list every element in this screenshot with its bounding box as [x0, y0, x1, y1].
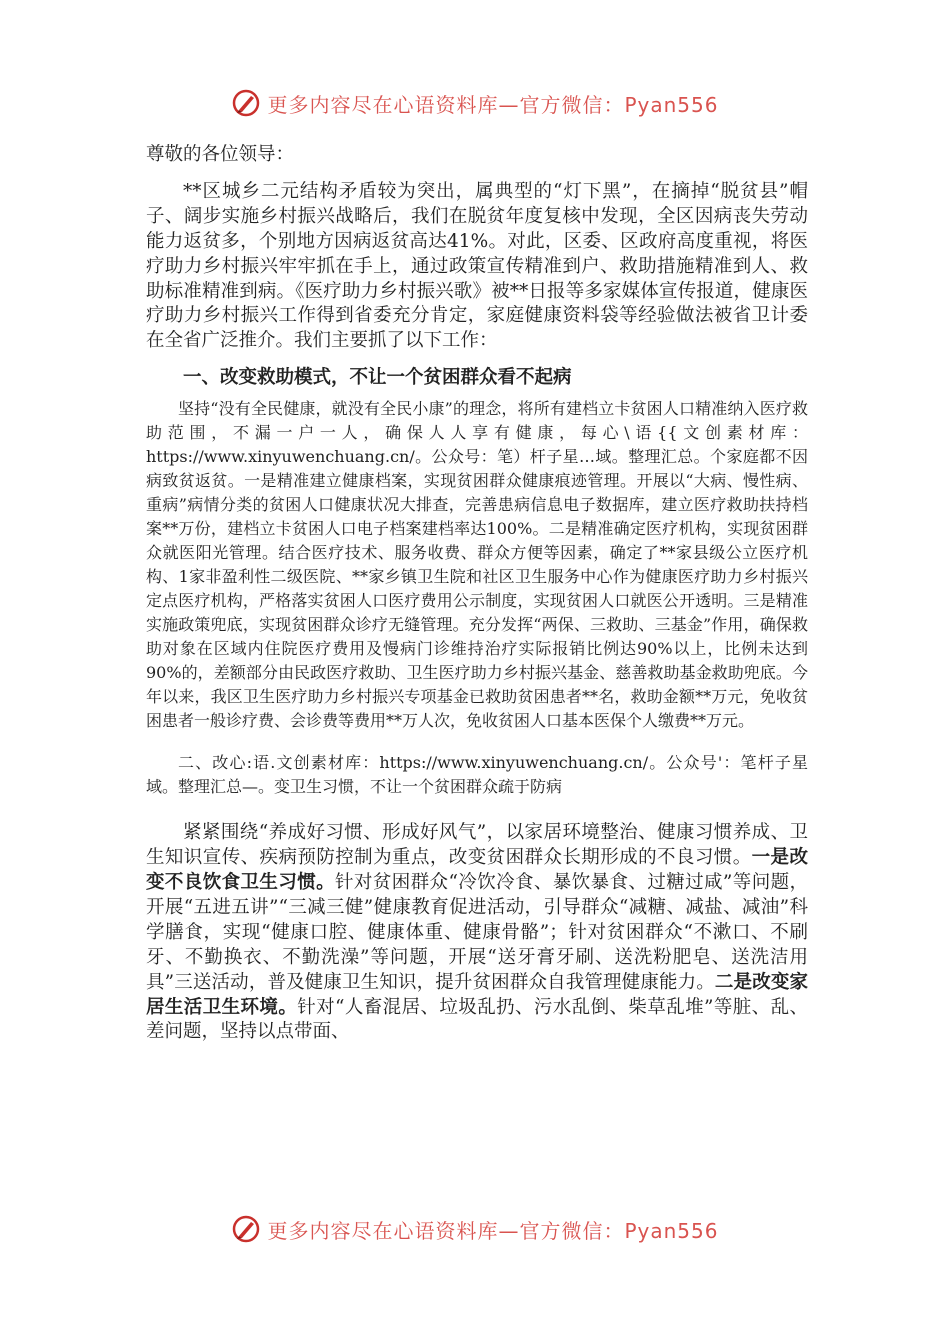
document-body	[146, 143, 808, 1045]
section-2-point-2: 二是改变家居生活卫生环境。	[146, 971, 808, 1018]
intro-paragraph: **区城乡二元结构矛盾较为突出，属典型的“灯下黑”，在摘掉“脱贫县”帽子、阔步实施乡村振兴战略后，我们在脱贫年度复核中发现，全区因病丧失劳动能力返贫多，个别地方因病返贫高达41%。对此，区委、区政府高度重视，将医疗助力乡村振兴牢牢抓在手上，通过政策宣传精准到户、救助措施精准到人、救助标准精准到病。《医疗助力乡村振兴歌》被**日报等多家媒体宣传报道，健康医疗助力乡村振兴工作得到省委充分肯定，家庭健康资料袋等经验做法被省卫计委在全省广泛推介。我们主要抓了以下工作：	[146, 180, 808, 352]
pen-circle-logo-icon	[231, 88, 261, 118]
section-2-text-a: 紧紧围绕“养成好习惯、形成好风气”，以家居环境整治、健康习惯养成、卫生知识宣传、疾病预防控制为重点，改变贫困群众长期形成的不良习惯。	[146, 822, 808, 869]
section-2-point-1: 一是改变不良饮食卫生习惯。	[146, 847, 808, 893]
section-1-paragraph: 坚持“没有全民健康，就没有全民小康”的理念，将所有建档立卡贫困人口精准纳入医疗救助范围，不漏一户一人，确保人人享有健康，每心\语{{文创素材库：https://www.xinyuwenchuang.cn/。公众号：笔）杆子星…域。整理汇总。个家庭都不因病致贫返贫。一是精准建立健康档案，实现贫困群众健康痕迹管理。开展以“大病、慢性病、重病”病情分类的贫困人口健康状况大排查，完善患病信息电子数据库，建立医疗救助扶持档案**万份，建档立卡贫困人口电子档案建档率达100%。二是精准确定医疗机构，实现贫困群众就医阳光管理。结合医疗技术、服务收费、群众方便等因素，确定了**家县级公立医疗机构、1家非盈利性二级医院、**家乡镇卫生院和社区卫生服务中心作为健康医疗助力乡村振兴定点医疗机构，严格落实贫困人口医疗费用公示制度，实现贫困人口就医公开透明。三是精准实施政策兜底，实现贫困群众诊疗无缝管理。充分发挥“两保、三救助、三基金”作用，确保救助对象在区域内住院医疗费用及慢病门诊维持治疗实际报销比例达90%以上，比例未达到90%的，差额部分由民政医疗救助、卫生医疗助力乡村振兴基金、慈善救助基金救助兜底。今年以来，我区卫生医疗助力乡村振兴专项基金已救助贫困患者**名，救助金额**万元，免收贫困患者一般诊疗费、会诊费等费用**万人次，免收贫困人口基本医保个人缴费**万元。	[146, 399, 808, 731]
footer-banner	[0, 1212, 950, 1246]
pen-circle-logo-icon	[231, 1214, 261, 1244]
section-heading-1: 一、改变救助模式，不让一个贫困群众看不起病	[183, 367, 572, 389]
header-banner	[0, 86, 950, 120]
section-2-paragraph	[146, 821, 808, 1045]
header-banner-text: 更多内容尽在心语资料库—官方微信：Pyan556	[267, 92, 719, 117]
section-2-text-c: 针对贫困群众“冷饮冷食、暴饮暴食、过糖过咸”等问题，开展“五进五讲”“三减三健”健康教育促进活动，引导群众“减糖、减盐、减油”科学膳食，实现“健康口腔、健康体重、健康骨骼”；针对贫困群众“不漱口、不刷牙、不勤换衣、不勤洗澡”等问题，开展“送牙膏牙刷、送洗粉肥皂、送洗洁用具”三送活动，普及健康卫生知识，提升贫困群众自我管理健康能力。	[146, 871, 808, 993]
section-heading-2: 二、改心:语.文创素材库：https://www.xinyuwenchuang.cn/。公众号'：笔杆子星域。整理汇总—。变卫生习惯，不让一个贫困群众疏于防病	[146, 753, 808, 797]
section-2-text-d: 针对“人畜混居、垃圾乱扔、污水乱倒、柴草乱堆”等脏、乱、差问题，坚持以点带面、	[146, 996, 808, 1043]
salutation: 尊敬的各位领导：	[146, 144, 295, 165]
footer-banner-text: 更多内容尽在心语资料库—官方微信：Pyan556	[267, 1218, 719, 1243]
